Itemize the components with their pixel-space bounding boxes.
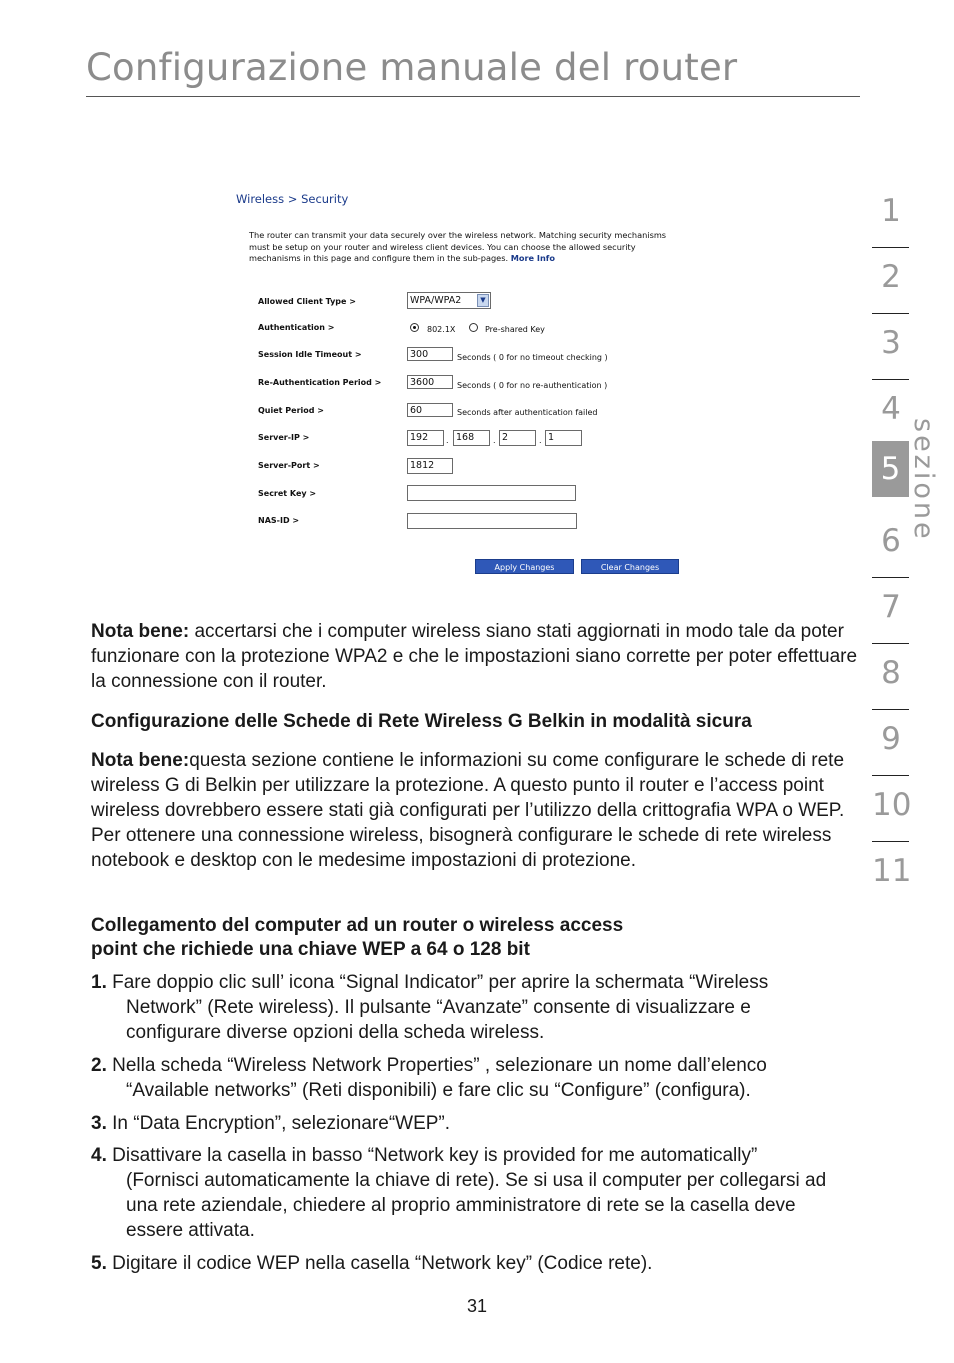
divider [872,841,909,842]
allowed-client-type-select[interactable]: WPA/WPA2 ▼ [407,292,491,309]
router-security-screenshot [236,186,696,581]
ip-separator: . [539,436,542,445]
server-ip-octet-4[interactable]: 1 [545,430,582,446]
section-heading-wep [91,914,861,962]
step-text-continued: “Available networks” (Reti disponibili) e fare clic su “Configure” (configura). [126,1080,751,1101]
heading-line: point che richiede una chiave WEP a 64 o 128 bit [91,939,530,960]
secret-key-label: Secret Key > [258,489,317,498]
clear-changes-button[interactable]: Clear Changes [581,559,679,574]
step-text: In “Data Encryption”, selezionare“WEP”. [106,1113,451,1134]
authentication-label: Authentication > [258,323,335,332]
step-text: Nella scheda “Wireless Network Properties” , selezionare un nome dall’elenco [106,1055,767,1076]
session-idle-timeout-hint: Seconds ( 0 for no timeout checking ) [457,353,608,362]
server-ip-label: Server-IP > [258,433,310,442]
reauth-period-label: Re-Authentication Period > [258,378,382,387]
step-text-continued: Network” (Rete wireless). Il pulsante “Avanzate” consente di visualizzare e configurare diverse opzioni della scheda wireless. [126,997,751,1043]
page-title: Configurazione manuale del router [86,46,738,89]
session-idle-timeout-label: Session Idle Timeout > [258,350,362,359]
auth-8021x-label: 802.1X [427,325,456,334]
server-port-label: Server-Port > [258,461,320,470]
page-number: 31 [466,1296,488,1316]
step-number: 3. [91,1113,107,1134]
list-item [91,1053,851,1103]
server-ip-octet-1[interactable]: 192 [407,430,444,446]
server-port-input[interactable]: 1812 [407,458,453,474]
section-nav-item-8[interactable]: 8 [872,648,910,714]
more-info-link[interactable]: More Info [510,253,555,263]
section-nav-item-9[interactable]: 9 [872,714,910,780]
step-text: Disattivare la casella in basso “Network key is provided for me automatically” [106,1145,758,1166]
section-nav-item-11[interactable]: 11 [872,853,912,889]
step-text: Digitare il codice WEP nella casella “Network key” (Codice rete). [106,1253,653,1274]
server-ip-octet-3[interactable]: 2 [499,430,536,446]
section-nav-item-4[interactable]: 4 [872,384,910,450]
auth-psk-radio[interactable] [469,323,478,332]
divider [872,643,909,644]
ip-separator: . [446,436,449,445]
auth-8021x-radio[interactable] [410,323,419,332]
divider [872,577,909,578]
auth-psk-label: Pre-shared Key [485,325,545,334]
list-item [91,1251,851,1276]
section-nav-item-5-active[interactable]: 5 [880,451,901,487]
section-nav-item-10[interactable]: 10 [872,780,910,846]
section-heading-belkin-cards: Configurazione delle Schede di Rete Wireless G Belkin in modalità sicura [91,711,752,732]
note-label: Nota bene: [91,750,190,771]
divider [872,247,909,248]
secret-key-input[interactable] [407,485,576,501]
title-divider [86,96,860,97]
step-text: Fare doppio clic sull’ icona “Signal Indicator” per aprire la schermata “Wireless [106,972,769,993]
section-nav-item-2[interactable]: 2 [872,252,910,318]
allowed-client-type-label: Allowed Client Type > [258,297,356,306]
list-item [91,1111,851,1136]
step-number: 5. [91,1253,107,1274]
list-item [91,970,851,1045]
step-text-continued: (Fornisci automaticamente la chiave di rete). Se si usa il computer per collegarsi ad una rete aziendale, chiedere al proprio amministratore di rete se la casella deve essere attivata. [126,1170,827,1241]
section-nav-item-7[interactable]: 7 [872,582,910,648]
quiet-period-input[interactable]: 60 [407,403,453,417]
divider [872,379,909,380]
nas-id-label: NAS-ID > [258,516,300,525]
note-text: accertarsi che i computer wireless siano stati aggiornati in modo tale da poter funzionare con la protezione WPA2 e che le impostazioni siano corrette per poter effettuare la connessione con il router. [91,621,858,692]
breadcrumb: Wireless > Security [236,192,349,206]
section-nav-item-6[interactable]: 6 [872,516,910,582]
description-text: The router can transmit your data securely over the wireless network. Matching security mechanisms must be setup on your router and wireless client devices. You can choose the allowed security mechanisms in this page and configure them in the sub-pages. [249,230,667,263]
list-item [91,1143,851,1243]
note-security-section [91,748,861,873]
server-ip-octet-2[interactable]: 168 [453,430,490,446]
note-wpa2 [91,619,861,694]
section-nav [872,186,910,912]
section-nav-item-1[interactable]: 1 [872,186,910,252]
section-nav-item-3[interactable]: 3 [872,318,910,384]
divider [872,313,909,314]
step-number: 4. [91,1145,107,1166]
note-text: questa sezione contiene le informazioni su come configurare le schede di rete wireless G di Belkin per utilizzare la protezione. A questo punto il router e l’access point wireless dovrebbero essere stati già configurati per l’utilizzo della crittografia WPA o WEP. Per ottenere una connessione wireless, bisognerà configurare le schede di rete wireless notebook e desktop con le medesime impostazioni di protezione. [91,750,845,871]
step-number: 2. [91,1055,107,1076]
note-label: Nota bene: [91,621,190,642]
reauth-period-hint: Seconds ( 0 for no re-authentication ) [457,381,608,390]
session-idle-timeout-input[interactable]: 300 [407,347,453,361]
section-label: sezione [908,418,939,542]
ip-separator: . [493,436,496,445]
quiet-period-hint: Seconds after authentication failed [457,408,598,417]
quiet-period-label: Quiet Period > [258,406,324,415]
divider [872,709,909,710]
reauth-period-input[interactable]: 3600 [407,375,453,389]
heading-line: Collegamento del computer ad un router o wireless access [91,915,624,936]
apply-changes-button[interactable]: Apply Changes [475,559,574,574]
nas-id-input[interactable] [407,513,577,529]
security-description [249,230,679,265]
step-number: 1. [91,972,107,993]
divider [872,775,909,776]
chevron-down-icon[interactable]: ▼ [477,294,489,307]
